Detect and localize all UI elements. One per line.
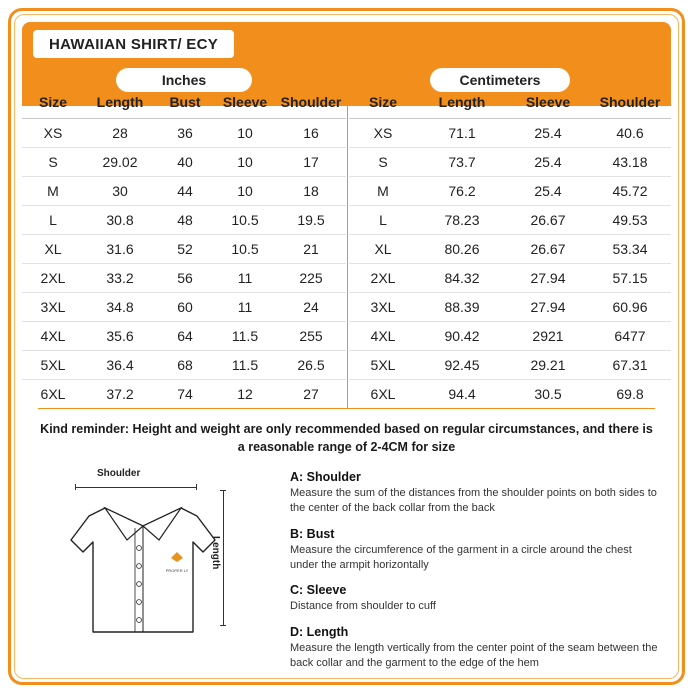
col-sleeve: Sleeve — [507, 88, 589, 119]
cell-sleeve: 10 — [214, 119, 276, 148]
table-centimeters-header-row — [349, 88, 671, 119]
cell-length: 92.45 — [417, 351, 507, 380]
table-row — [349, 235, 671, 264]
cell-shoulder: 225 — [276, 264, 346, 293]
cell-bust: 64 — [156, 322, 214, 351]
cell-sleeve: 10.5 — [214, 206, 276, 235]
table-row — [349, 322, 671, 351]
cell-sleeve: 11.5 — [214, 322, 276, 351]
cell-sleeve: 29.21 — [507, 351, 589, 380]
cell-shoulder: 18 — [276, 177, 346, 206]
table-row — [349, 380, 671, 409]
table-row — [22, 177, 346, 206]
cell-sleeve: 10 — [214, 148, 276, 177]
measurement-notes — [290, 470, 660, 682]
cell-size: 3XL — [349, 293, 417, 322]
table-row — [349, 177, 671, 206]
cell-length: 37.2 — [106, 386, 134, 402]
table-row — [22, 206, 346, 235]
table-row — [22, 351, 346, 380]
table-row — [349, 119, 671, 148]
unit-label-inches-text: Inches — [161, 72, 207, 88]
cell-size: L — [349, 206, 417, 235]
cell-bust: 44 — [156, 177, 214, 206]
table-centimeters — [349, 88, 671, 408]
table-inches-header-row — [22, 88, 346, 119]
cell-sleeve: 11 — [214, 293, 276, 322]
col-size: Size — [22, 88, 84, 119]
table-inches — [22, 88, 346, 408]
cell-bust: 48 — [156, 206, 214, 235]
cell-shoulder: 24 — [276, 293, 346, 322]
note-text: Distance from shoulder to cuff — [290, 600, 436, 613]
table-row — [349, 264, 671, 293]
note-title: C: Sleeve — [290, 583, 347, 598]
cell-length: 29.02 — [84, 148, 156, 177]
cell-length: 80.26 — [417, 235, 507, 264]
cell-size: 5XL — [22, 351, 84, 380]
cell-bust: 60 — [156, 293, 214, 322]
cell-length: 34.8 — [84, 293, 156, 322]
cell-size: 5XL — [349, 351, 417, 380]
cell-shoulder: 6477 — [589, 322, 671, 351]
table-row — [22, 119, 346, 148]
section-divider — [38, 408, 655, 409]
cell-size: 2XL — [349, 264, 417, 293]
length-measure-label: Length — [210, 536, 221, 570]
cell-shoulder: 67.31 — [589, 351, 671, 380]
cell-bust: 74 — [177, 386, 193, 402]
cell-size: M — [22, 177, 84, 206]
cell-sleeve: 27.94 — [507, 293, 589, 322]
cell-size: 4XL — [22, 322, 84, 351]
cell-length: 33.2 — [84, 264, 156, 293]
cell-length: 94.4 — [448, 386, 476, 402]
cell-sleeve: 30.5 — [534, 386, 562, 402]
table-row — [349, 351, 671, 380]
cell-shoulder: 27 — [303, 386, 319, 402]
svg-text:PROPER LY: PROPER LY — [165, 568, 189, 573]
cell-length: 35.6 — [84, 322, 156, 351]
cell-sleeve: 25.4 — [507, 148, 589, 177]
cell-bust: 36 — [156, 119, 214, 148]
shirt-illustration — [53, 492, 233, 652]
note-sleeve — [290, 583, 660, 614]
cell-sleeve: 25.4 — [507, 177, 589, 206]
table-row — [349, 293, 671, 322]
cell-sleeve: 27.94 — [507, 264, 589, 293]
cell-bust: 40 — [156, 148, 214, 177]
cell-shoulder: 255 — [276, 322, 346, 351]
note-text: Measure the circumference of the garment in a circle around the chest under the armpit horizontally — [290, 543, 632, 571]
cell-length: 73.7 — [417, 148, 507, 177]
cell-size: XL — [22, 235, 84, 264]
note-title: D: Length — [290, 625, 349, 640]
cell-size: XL — [349, 235, 417, 264]
table-row — [22, 293, 346, 322]
cell-size: XS — [349, 119, 417, 148]
cell-size: XS — [22, 119, 84, 148]
shoulder-measure-bar — [75, 484, 197, 490]
cell-sleeve: 25.4 — [507, 119, 589, 148]
col-length: Length — [417, 88, 507, 119]
cell-length: 71.1 — [417, 119, 507, 148]
table-row — [22, 264, 346, 293]
note-title: A: Shoulder — [290, 470, 361, 484]
cell-size: 6XL — [40, 386, 66, 402]
cell-length: 88.39 — [417, 293, 507, 322]
cell-shoulder: 17 — [276, 148, 346, 177]
unit-label-centimeters-text: Centimeters — [459, 72, 541, 88]
note-shoulder — [290, 470, 660, 516]
kind-reminder-text: Kind reminder: Height and weight are only recommended based on regular circumstances, and there is a reasonable range of 2-4CM for size — [40, 422, 653, 455]
cell-length: 30.8 — [84, 206, 156, 235]
cell-size: S — [349, 148, 417, 177]
page-title-text: HAWAIIAN SHIRT/ ECY — [49, 35, 219, 53]
cell-bust: 68 — [156, 351, 214, 380]
table-row — [22, 322, 346, 351]
cell-shoulder: 40.6 — [589, 119, 671, 148]
col-length: Length — [84, 88, 156, 119]
cell-sleeve: 2921 — [507, 322, 589, 351]
cell-size: S — [22, 148, 84, 177]
cell-shoulder: 45.72 — [589, 177, 671, 206]
note-title: B: Bust — [290, 526, 335, 541]
note-bust — [290, 527, 660, 573]
cell-size: 3XL — [22, 293, 84, 322]
col-bust: Bust — [156, 88, 214, 119]
cell-shoulder: 19.5 — [276, 206, 346, 235]
cell-sleeve: 12 — [237, 386, 253, 402]
cell-length: 76.2 — [417, 177, 507, 206]
cell-bust: 52 — [156, 235, 214, 264]
cell-shoulder: 43.18 — [589, 148, 671, 177]
col-shoulder: Shoulder — [589, 88, 671, 119]
cell-shoulder: 69.8 — [616, 386, 644, 402]
shoulder-measure-label: Shoulder — [97, 468, 141, 479]
cell-sleeve: 11 — [214, 264, 276, 293]
cell-shoulder: 21 — [276, 235, 346, 264]
cell-sleeve: 10 — [214, 177, 276, 206]
col-shoulder: Shoulder — [276, 88, 346, 119]
table-divider — [347, 88, 348, 408]
table-row — [349, 206, 671, 235]
cell-length: 84.32 — [417, 264, 507, 293]
table-row — [22, 380, 346, 409]
cell-sleeve: 26.67 — [507, 235, 589, 264]
cell-length: 30 — [84, 177, 156, 206]
cell-size: 6XL — [370, 386, 396, 402]
table-row — [22, 235, 346, 264]
col-size: Size — [349, 88, 417, 119]
note-length — [290, 625, 660, 671]
note-text: Measure the length vertically from the center point of the seam between the back collar and the garment to the edge of the hem — [290, 642, 658, 670]
table-row — [22, 148, 346, 177]
cell-shoulder: 60.96 — [589, 293, 671, 322]
col-sleeve: Sleeve — [214, 88, 276, 119]
cell-length: 90.42 — [417, 322, 507, 351]
shirt-diagram — [45, 468, 275, 658]
cell-length: 36.4 — [84, 351, 156, 380]
cell-size: 4XL — [349, 322, 417, 351]
note-text: Measure the sum of the distances from the shoulder points on both sides to the center of the back collar from the back — [290, 487, 657, 514]
cell-shoulder: 49.53 — [589, 206, 671, 235]
cell-size: L — [22, 206, 84, 235]
cell-size: M — [349, 177, 417, 206]
cell-shoulder: 26.5 — [276, 351, 346, 380]
cell-shoulder: 16 — [276, 119, 346, 148]
cell-sleeve: 10.5 — [214, 235, 276, 264]
cell-sleeve: 26.67 — [507, 206, 589, 235]
page-title — [33, 30, 234, 58]
cell-size: 2XL — [22, 264, 84, 293]
cell-sleeve: 11.5 — [214, 351, 276, 380]
cell-length: 28 — [84, 119, 156, 148]
cell-shoulder: 57.15 — [589, 264, 671, 293]
table-row — [349, 148, 671, 177]
cell-length: 78.23 — [417, 206, 507, 235]
cell-bust: 56 — [156, 264, 214, 293]
cell-shoulder: 53.34 — [589, 235, 671, 264]
cell-length: 31.6 — [84, 235, 156, 264]
